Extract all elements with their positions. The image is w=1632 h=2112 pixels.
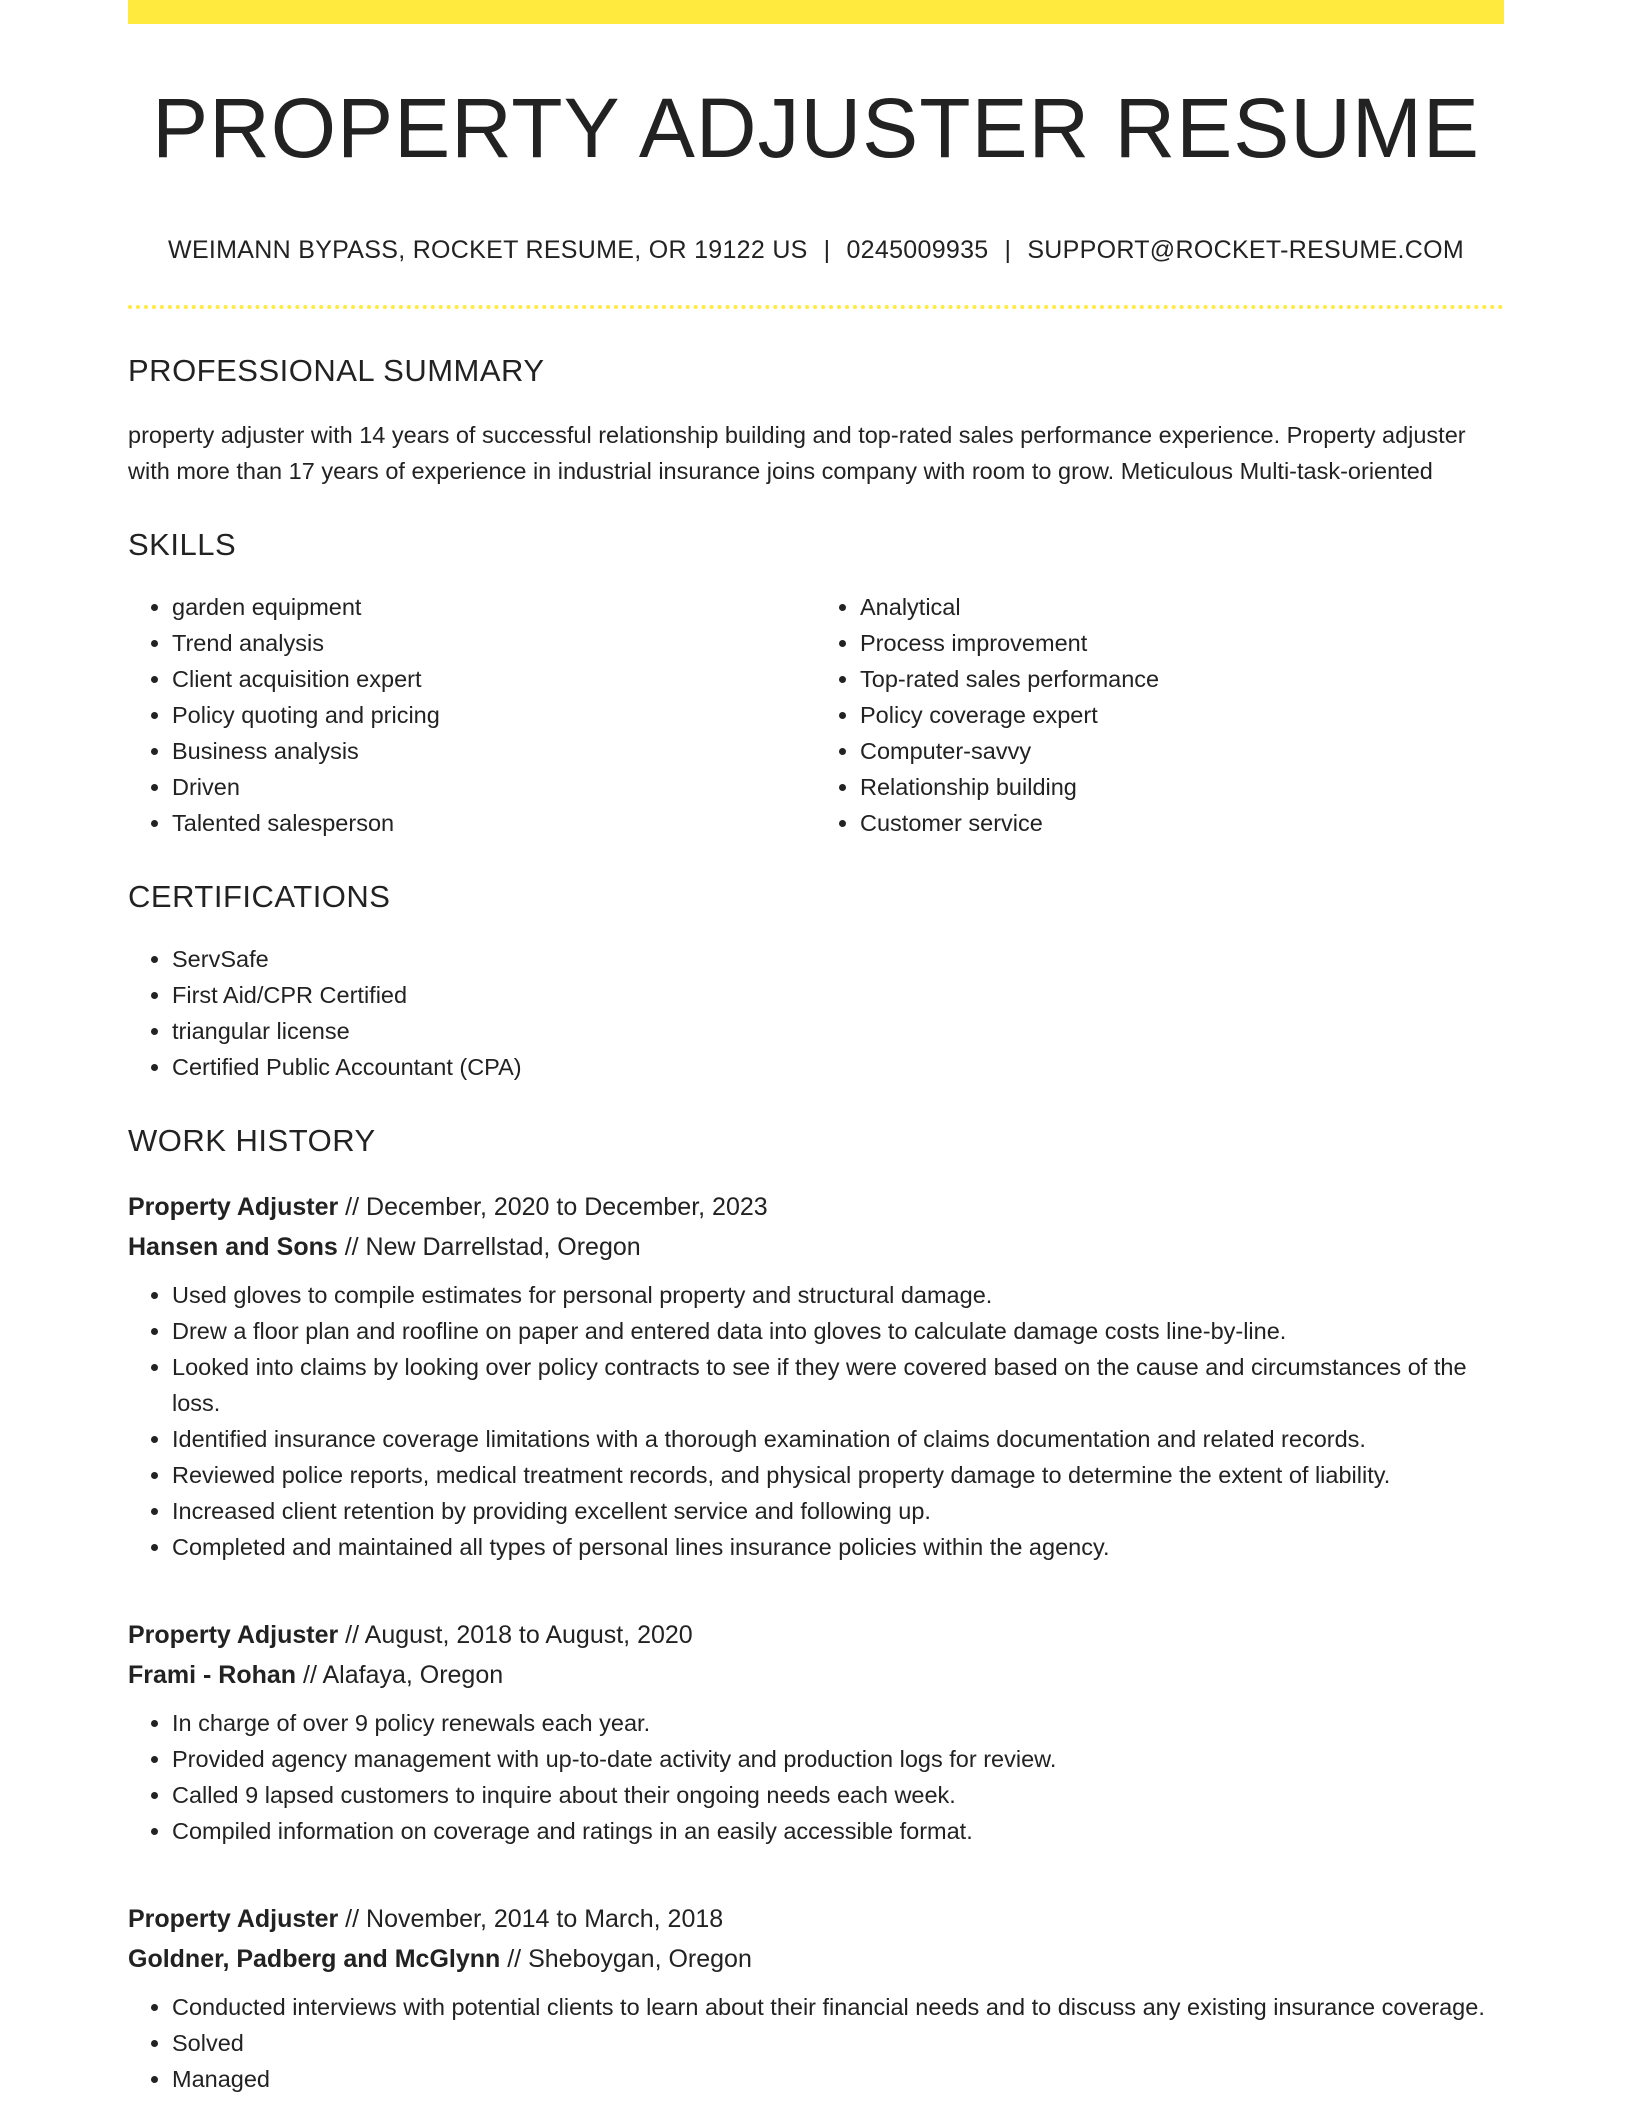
list-item: • Client acquisition expert: [172, 661, 816, 697]
list-item: • Conducted interviews with potential clients to learn about their financial needs and to discuss any existing insurance coverage.: [172, 1989, 1504, 2025]
contact-address: WEIMANN BYPASS, ROCKET RESUME, OR 19122 US: [168, 236, 808, 265]
list-item: • Top-rated sales performance: [860, 661, 1504, 697]
list-item: • Called 9 lapsed customers to inquire about their ongoing needs each week.: [172, 1777, 1504, 1813]
list-item: • Relationship building: [860, 769, 1504, 805]
skills-list-left: [128, 589, 816, 841]
contact-separator: |: [1004, 236, 1012, 265]
job-company-line: [128, 1227, 1504, 1267]
certifications-section: [128, 879, 1504, 1085]
resume-title: PROPERTY ADJUSTER RESUME: [152, 81, 1480, 175]
list-item: • Analytical: [860, 589, 1504, 625]
list-item: • Increased client retention by providing excellent service and following up.: [172, 1493, 1504, 1529]
list-item: • Managed: [172, 2061, 1504, 2097]
list-item: • Process improvement: [860, 625, 1504, 661]
job-location: // New Darrellstad, Oregon: [337, 1233, 641, 1262]
job-bullets: [128, 1277, 1504, 1565]
list-item: • Customer service: [860, 805, 1504, 841]
summary-heading: PROFESSIONAL SUMMARY: [128, 353, 545, 389]
resume-page: [128, 0, 1504, 2097]
certifications-heading: CERTIFICATIONS: [128, 879, 391, 915]
list-item: • Policy coverage expert: [860, 697, 1504, 733]
job-title: Property Adjuster: [128, 1621, 339, 1650]
skills-columns: [128, 563, 1504, 841]
list-item: • Identified insurance coverage limitations with a thorough examination of claims documentation and related records.: [172, 1421, 1504, 1457]
list-item: • Driven: [172, 769, 816, 805]
list-item: • In charge of over 9 policy renewals each year.: [172, 1705, 1504, 1741]
job-dates: // August, 2018 to August, 2020: [338, 1621, 693, 1650]
skills-section: [128, 527, 1504, 841]
work-history-section: [128, 1123, 1504, 2097]
job-title: Property Adjuster: [128, 1905, 339, 1934]
accent-top-bar: [128, 0, 1504, 24]
dotted-divider: [128, 305, 1504, 309]
job-dates: // December, 2020 to December, 2023: [338, 1193, 768, 1222]
job-entry: [128, 1615, 1504, 1849]
job-title-line: [128, 1899, 1504, 1939]
job-bullets: [128, 1705, 1504, 1849]
summary-text: property adjuster with 14 years of successful relationship building and top-rated sales performance experience. Property adjuster with more than 17 years of experience in industrial insurance joins company with room to grow. Meticulous Multi-task-oriented: [128, 422, 1466, 485]
list-item: • Computer-savvy: [860, 733, 1504, 769]
list-item: • Compiled information on coverage and ratings in an easily accessible format.: [172, 1813, 1504, 1849]
job-company-line: [128, 1939, 1504, 1979]
job-entry: [128, 1187, 1504, 1565]
job-company-line: [128, 1655, 1504, 1695]
job-title-line: [128, 1187, 1504, 1227]
list-item: • First Aid/CPR Certified: [172, 977, 1504, 1013]
list-item: • Business analysis: [172, 733, 816, 769]
job-company: Hansen and Sons: [128, 1233, 338, 1262]
list-item: • Drew a floor plan and roofline on paper and entered data into gloves to calculate damage costs line-by-line.: [172, 1313, 1504, 1349]
list-item: • ServSafe: [172, 941, 1504, 977]
contact-phone: 0245009935: [846, 236, 989, 265]
job-company: Frami - Rohan: [128, 1661, 297, 1690]
job-title-line: [128, 1615, 1504, 1655]
job-dates: // November, 2014 to March, 2018: [338, 1905, 724, 1934]
job-location: // Sheboygan, Oregon: [500, 1945, 752, 1974]
list-item: • Looked into claims by looking over policy contracts to see if they were covered based on the cause and circumstances of the loss.: [172, 1349, 1504, 1421]
job-location: // Alafaya, Oregon: [296, 1661, 504, 1690]
certifications-list: [128, 941, 1504, 1085]
list-item: • Trend analysis: [172, 625, 816, 661]
list-item: • Reviewed police reports, medical treatment records, and physical property damage to determine the extent of liability.: [172, 1457, 1504, 1493]
job-title: Property Adjuster: [128, 1193, 339, 1222]
skills-heading: SKILLS: [128, 527, 237, 563]
list-item: • Certified Public Accountant (CPA): [172, 1049, 1504, 1085]
summary-section: [128, 353, 1504, 489]
list-item: • Used gloves to compile estimates for personal property and structural damage.: [172, 1277, 1504, 1313]
work-history-heading: WORK HISTORY: [128, 1123, 376, 1159]
job-entry: [128, 1899, 1504, 2097]
contact-separator: |: [823, 236, 831, 265]
list-item: • Provided agency management with up-to-date activity and production logs for review.: [172, 1741, 1504, 1777]
skills-list-right: [816, 589, 1504, 841]
list-item: • garden equipment: [172, 589, 816, 625]
list-item: • Policy quoting and pricing: [172, 697, 816, 733]
jobs-list: [128, 1187, 1504, 2097]
list-item: • Solved: [172, 2025, 1504, 2061]
job-company: Goldner, Padberg and McGlynn: [128, 1945, 501, 1974]
contact-email[interactable]: SUPPORT@ROCKET-RESUME.COM: [1027, 236, 1464, 265]
list-item: • Talented salesperson: [172, 805, 816, 841]
contact-line: [128, 236, 1504, 265]
list-item: • Completed and maintained all types of personal lines insurance policies within the agency.: [172, 1529, 1504, 1565]
job-bullets: [128, 1989, 1504, 2097]
list-item: • triangular license: [172, 1013, 1504, 1049]
